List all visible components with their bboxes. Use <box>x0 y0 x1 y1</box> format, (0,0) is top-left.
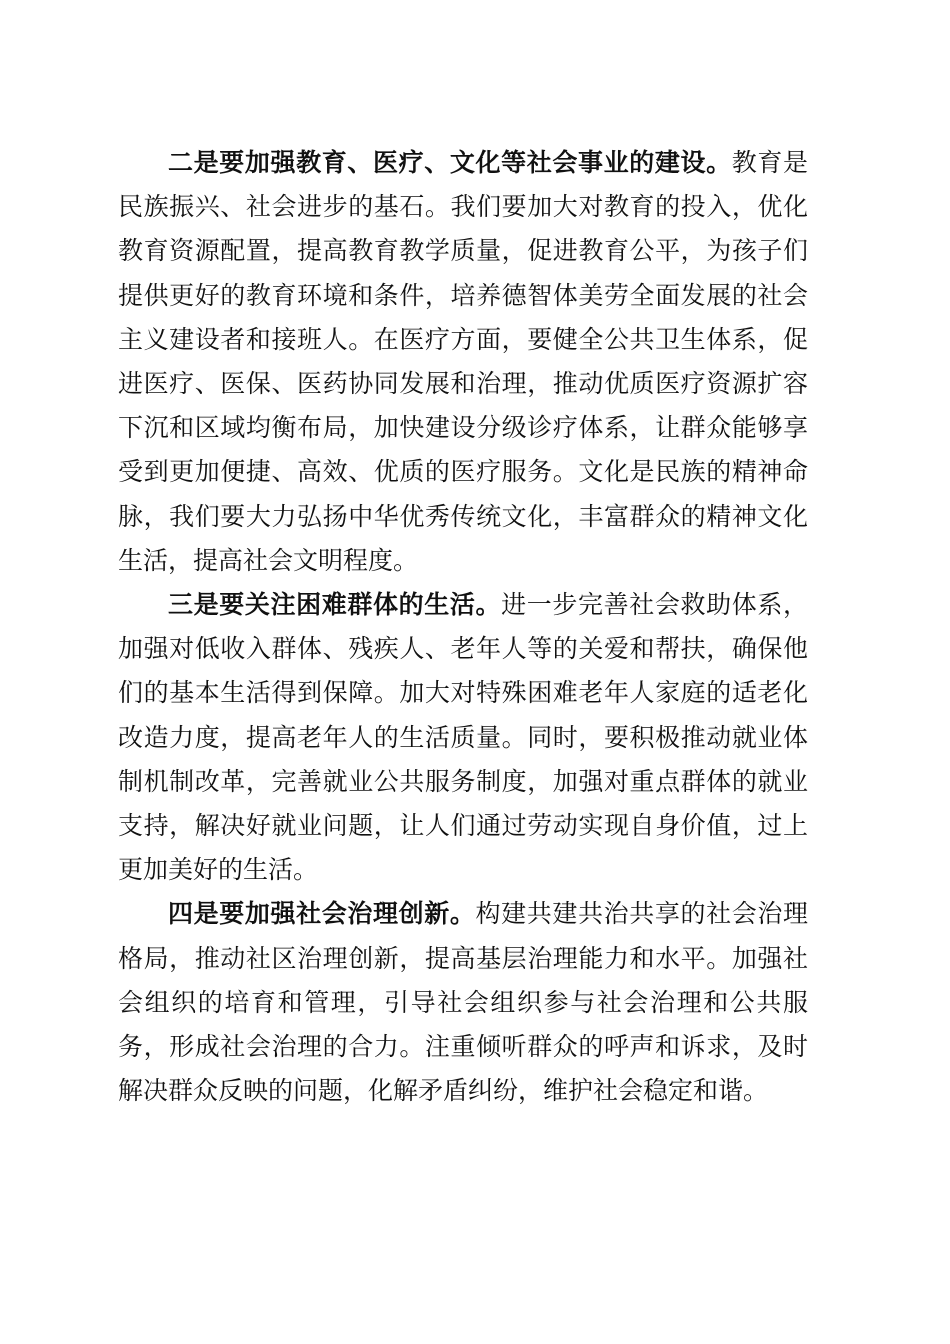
document-page <box>118 141 808 1113</box>
paragraph-lead-heading: 三是要关注困难群体的生活。 <box>168 590 502 620</box>
paragraph-vulnerable-groups <box>118 583 808 892</box>
paragraph-body: 教育是民族振兴、社会进步的基石。我们要加大对教育的投入，优化教育资源配置，提高教育教学质量，促进教育公平，为孩子们提供更好的教育环境和条件，培养德智体美劳全面发展的社会主义建设者和接班人。在医疗方面，要健全公共卫生体系，促进医疗、医保、医药协同发展和治理，推动优质医疗资源扩容下沉和区域均衡布局，加快建设分级诊疗体系，让群众能够享受到更加便捷、高效、优质的医疗服务。文化是民族的精神命脉，我们要大力弘扬中华优秀传统文化，丰富群众的精神文化生活，提高社会文明程度。 <box>118 148 808 575</box>
paragraph-lead-heading: 二是要加强教育、医疗、文化等社会事业的建设。 <box>168 148 732 177</box>
paragraph-education-healthcare-culture <box>118 141 808 583</box>
paragraph-body: 构建共建共治共享的社会治理格局，推动社区治理创新，提高基层治理能力和水平。加强社会组织的培育和管理，引导社会组织参与社会治理和公共服务，形成社会治理的合力。注重倾听群众的呼声和诉求，及时解决群众反映的问题，化解矛盾纠纷，维护社会稳定和谐。 <box>118 899 808 1106</box>
paragraph-lead-heading: 四是要加强社会治理创新。 <box>168 899 476 929</box>
paragraph-body: 进一步完善社会救助体系，加强对低收入群体、残疾人、老年人等的关爱和帮扶，确保他们的基本生活得到保障。加大对特殊困难老年人家庭的适老化改造力度，提高老年人的生活质量。同时，要积极推动就业体制机制改革，完善就业公共服务制度，加强对重点群体的就业支持，解决好就业问题，让人们通过劳动实现自身价值，过上更加美好的生活。 <box>118 590 808 885</box>
paragraph-social-governance <box>118 892 808 1113</box>
